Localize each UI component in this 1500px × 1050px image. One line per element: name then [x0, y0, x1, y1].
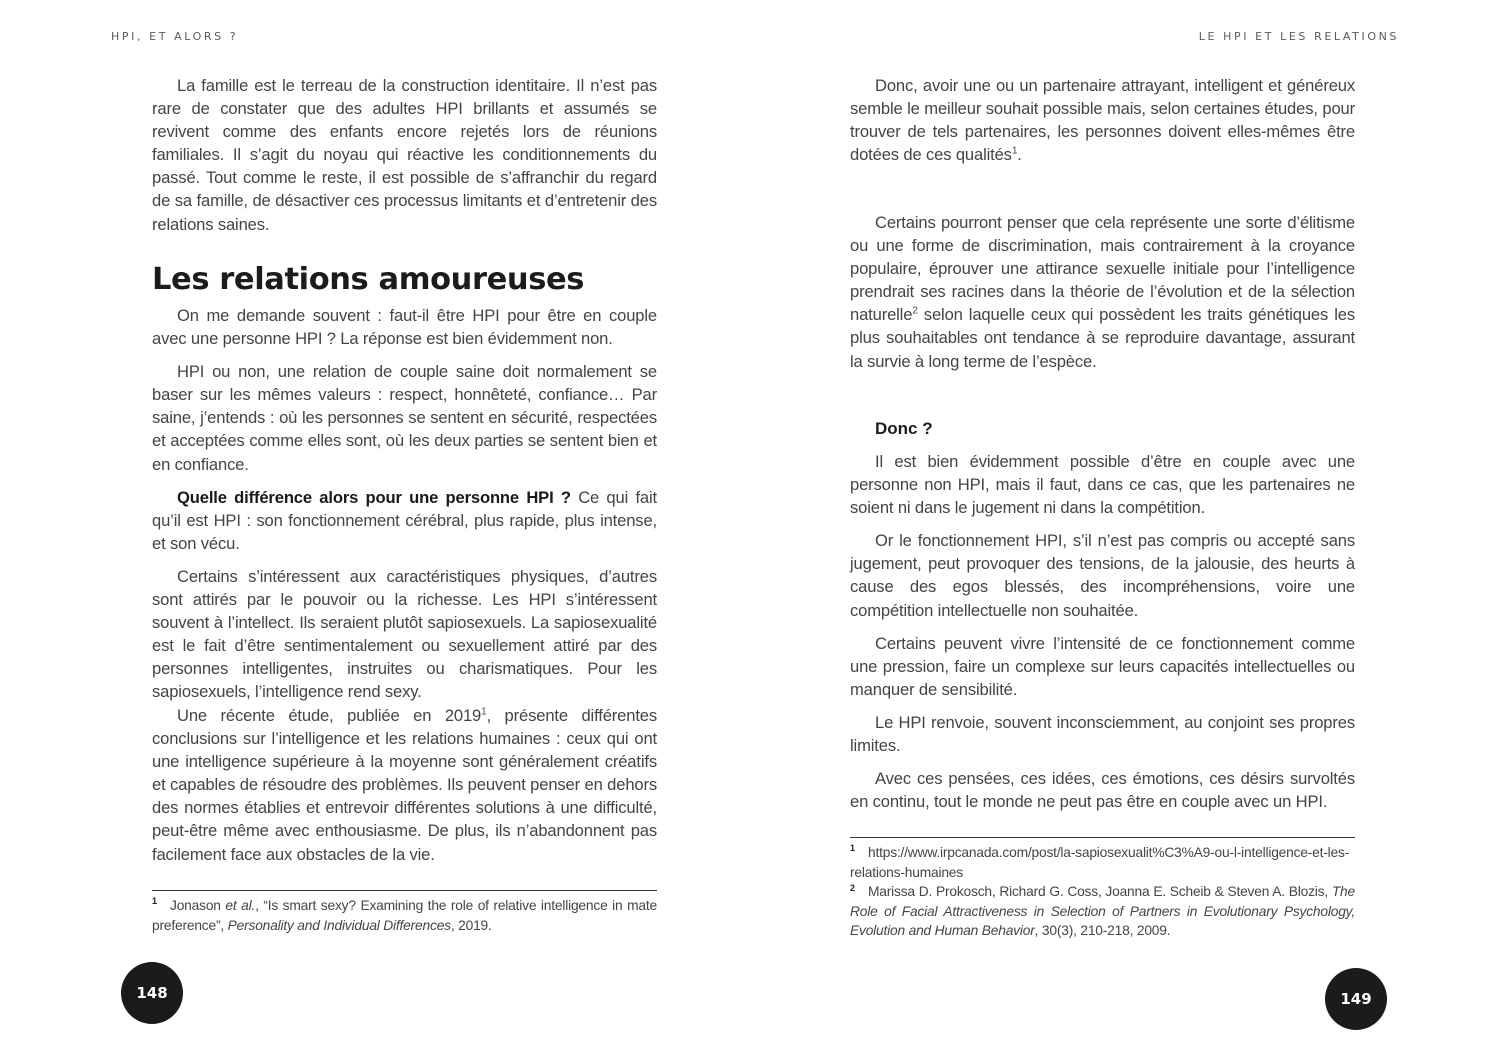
paragraph-tensions: Or le fonctionnement HPI, s’il n’est pas compris ou accepté sans jugement, peut provoquer des tensions, de la jalousie, des heurts à cause des egos blessés, des incompréhensions, voire une compétition intellectuelle non souhaitée.	[850, 531, 1355, 620]
study-text-before: Une récente étude, publiée en 2019	[177, 706, 482, 725]
footnote-journal: Personality and Individual Differences	[227, 917, 451, 933]
paragraph-difference	[152, 486, 657, 555]
paragraph-question-couple: On me demande souvent : faut-il être HPI pour être en couple avec une personne HPI ? La réponse est bien évidemment non.	[152, 306, 657, 349]
footnotes-right	[850, 837, 1355, 941]
footnote-year: , 2019.	[450, 917, 492, 933]
paragraph-partner	[850, 74, 1355, 166]
paragraph-pressure: Certains peuvent vivre l’intensité de ce fonctionnement comme une pression, faire un complexe sur leurs capacités intellectuelles ou manquer de sensibilité.	[850, 633, 1355, 699]
left-column-top	[152, 74, 657, 246]
footnote-authors: Marissa D. Prokosch, Richard G. Coss, Joanna E. Scheib & Steven A. Blozis,	[868, 884, 1332, 900]
partner-text-before: Donc, avoir une ou un partenaire attrayant, intelligent et généreux semble le meilleur souhait possible mais, selon certaines études, pour trouver de tels partenaires, les personnes doivent elles-mêmes être dotées de ces qualités	[850, 76, 1355, 165]
right-page	[750, 0, 1500, 1050]
footnote-ref[interactable]: 1	[1011, 145, 1018, 157]
footnote-1: 1 https://www.irpcanada.com/post/la-sapiosexualit%C3%A9-ou-l-intelligence-et-les-relations-humaines	[850, 843, 1350, 880]
paragraph-healthy-relationship: HPI ou non, une relation de couple saine doit normalement se baser sur les mêmes valeurs : respect, honnêteté, confiance… Par saine, j’entends : où les personnes se sentent en sécurité, respectées et acceptées comme elles sont, où les deux parties se sentent bien et en confiance.	[152, 362, 657, 474]
right-column-top	[850, 74, 1355, 176]
paragraph-lead-bold: Quelle différence alors pour une personne HPI ?	[177, 487, 571, 507]
paragraph-sapiosexual: Certains s’intéressent aux caractéristiques physiques, d’autres sont attirés par le pouvoir ou la richesse. Les HPI s’intéressent souvent à l’intellect. Ils seraient plutôt sapiosexuels. La sapiosexualité est le fait d’être sentimentalement ou sexuellement attiré par des personnes intelligentes, instruites ou charismatiques. Pour les sapiosexuels, l’intelligence rend sexy.	[152, 566, 657, 702]
paragraph-study	[152, 704, 657, 866]
paragraph-evolution	[850, 211, 1355, 373]
footnote-ref[interactable]: 2	[912, 305, 918, 317]
page-number-badge-right: 149	[1325, 968, 1387, 1030]
footnote-ref[interactable]: 1	[481, 706, 487, 718]
paragraph-text: Ce qui fait qu’il est HPI : son fonctionnement cérébral, plus rapide, plus intense, et son vécu.	[152, 487, 657, 553]
footnote-details: , 30(3), 210-218, 2009.	[1034, 923, 1171, 939]
right-column-evolution	[850, 211, 1355, 383]
footnote-author: Jonason	[170, 898, 226, 913]
footnote-url[interactable]: https://www.irpcanada.com/post/la-sapiosexualit%C3%A9-ou-l-intelligence-et-les-relations-humaines	[850, 845, 1350, 880]
paragraph-conclusion: Avec ces pensées, ces idées, ces émotions, ces désirs survoltés en continu, tout le monde ne peut pas être en couple avec un HPI.	[850, 769, 1355, 812]
paragraph-possible-couple: Il est bien évidemment possible d’être en couple avec une personne non HPI, mais il faut, dans ce cas, que les partenaires ne soient ni dans le jugement ni dans la compétition.	[850, 452, 1355, 518]
left-column-study	[152, 704, 657, 876]
section-title: Les relations amoureuses	[152, 262, 584, 297]
intro-paragraph: La famille est le terreau de la construction identitaire. Il n’est pas rare de constater que des adultes HPI brillants et assumés se revivent comme des enfants encore rejetés lors de réunions familiales. Il s’agit du noyau qui réactive les conditionnements du passé. Tout comme le reste, il est possible de s’affranchir du regard de sa famille, de désactiver ces processus limitants et d’entretenir des relations saines.	[152, 76, 657, 234]
partner-text-after: .	[1017, 145, 1022, 165]
paragraph-limits: Le HPI renvoie, souvent inconsciemment, au conjoint ses propres limites.	[850, 712, 1355, 756]
running-head-left: HPI, ET ALORS ?	[111, 30, 239, 43]
footnote-title: The Role of Facial Attractiveness in Selection of Partners in Evolutionary Psychology, Evolution and Human Behavior	[850, 884, 1355, 939]
footnote-etal: et al.	[225, 898, 256, 913]
footnote-2: 2 Marissa D. Prokosch, Richard G. Coss, Joanna E. Scheib & Steven A. Blozis, The Role of Facial Attractiveness in Selection of Partners in Evolutionary Psychology, Evolution and Human Behavior, 30(3), 210-218, 2009.	[850, 882, 1355, 939]
left-column-section	[152, 262, 657, 714]
study-text-after: , présente différentes conclusions sur l’intelligence et les relations humaines : ceux qui ont une intelligence supérieure à la moyenne sont généralement créatifs et capables de résoudre des problèmes. Ils peuvent penser en dehors des normes établies et entrevoir différentes solutions à une difficulté, peut-être même avec enthousiasme. De plus, ils n’abandonnent pas facilement face aux obstacles de la vie.	[152, 706, 658, 864]
footnote-1: 1 Jonason et al., “Is smart sexy? Examining the role of relative intelligence in mate preference”, Personality and Individual Differences, 2019.	[152, 896, 657, 933]
right-column-donc	[850, 417, 1355, 823]
footnotes-left	[152, 890, 657, 935]
page-number-badge-left: 148	[121, 962, 183, 1024]
footnote-title: , “Is smart sexy? Examining the role of relative intelligence in mate preference”,	[152, 898, 657, 933]
running-head-right: LE HPI ET LES RELATIONS	[1198, 30, 1399, 43]
subhead-donc: Donc ?	[875, 419, 933, 438]
evolution-text-after: selon laquelle ceux qui possèdent les traits génétiques les plus souhaitables ont tendance à se reproduire davantage, assurant la survie à long terme de l’espèce.	[850, 305, 1355, 371]
evolution-text-before: Certains pourront penser que cela représente une sorte d’élitisme ou une forme de discrimination, mais contrairement à la croyance populaire, éprouver une attirance sexuelle initiale pour l’intelligence prendrait ses racines dans la théorie de l’évolution et de la sélection naturelle	[850, 213, 1355, 325]
